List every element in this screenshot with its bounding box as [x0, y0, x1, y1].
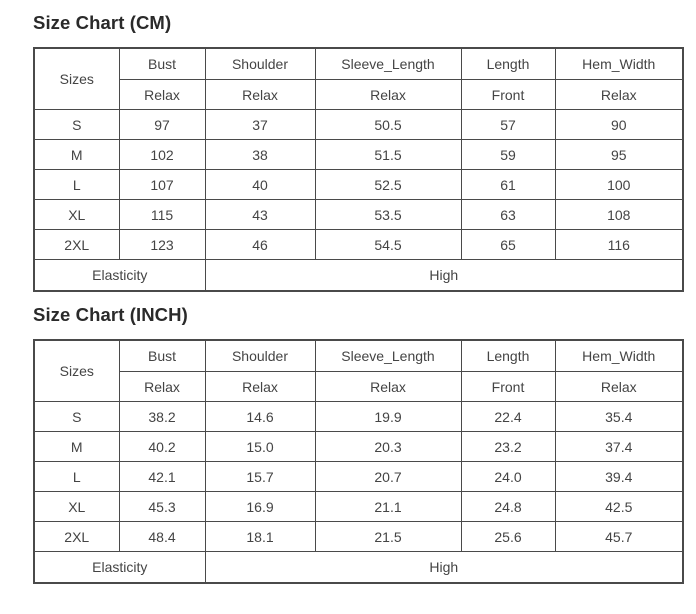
- value-cell: 45.3: [119, 492, 205, 522]
- column-header-length: Length: [461, 48, 555, 80]
- value-cell: 50.5: [315, 110, 461, 140]
- size-cell: 2XL: [34, 230, 119, 260]
- subheader-row: [34, 372, 683, 402]
- value-cell: 45.7: [555, 522, 683, 552]
- column-header-sleeve-length: Sleeve_Length: [315, 340, 461, 372]
- value-cell: 21.5: [315, 522, 461, 552]
- table-row: [34, 432, 683, 462]
- value-cell: 24.0: [461, 462, 555, 492]
- value-cell: 48.4: [119, 522, 205, 552]
- header-row: [34, 48, 683, 80]
- value-cell: 40: [205, 170, 315, 200]
- elasticity-row: [34, 552, 683, 584]
- size-cell: M: [34, 432, 119, 462]
- value-cell: 16.9: [205, 492, 315, 522]
- value-cell: 42.5: [555, 492, 683, 522]
- size-chart-cm-table: [33, 47, 684, 292]
- column-header-shoulder: Shoulder: [205, 48, 315, 80]
- value-cell: 22.4: [461, 402, 555, 432]
- size-cell: L: [34, 462, 119, 492]
- value-cell: 107: [119, 170, 205, 200]
- value-cell: 51.5: [315, 140, 461, 170]
- size-cell: 2XL: [34, 522, 119, 552]
- table-row: [34, 402, 683, 432]
- value-cell: 38.2: [119, 402, 205, 432]
- subheader-hem-width: Relax: [555, 372, 683, 402]
- table-row: [34, 230, 683, 260]
- subheader-sleeve-length: Relax: [315, 80, 461, 110]
- value-cell: 123: [119, 230, 205, 260]
- value-cell: 90: [555, 110, 683, 140]
- value-cell: 59: [461, 140, 555, 170]
- size-cell: M: [34, 140, 119, 170]
- table-row: [34, 200, 683, 230]
- value-cell: 65: [461, 230, 555, 260]
- value-cell: 20.3: [315, 432, 461, 462]
- size-chart-inch-title: Size Chart (INCH): [33, 304, 188, 325]
- value-cell: 43: [205, 200, 315, 230]
- value-cell: 23.2: [461, 432, 555, 462]
- column-header-sleeve-length: Sleeve_Length: [315, 48, 461, 80]
- size-cell: XL: [34, 200, 119, 230]
- subheader-shoulder: Relax: [205, 372, 315, 402]
- elasticity-value: High: [205, 552, 683, 584]
- value-cell: 46: [205, 230, 315, 260]
- column-header-hem-width: Hem_Width: [555, 48, 683, 80]
- elasticity-label: Elasticity: [34, 260, 205, 292]
- value-cell: 20.7: [315, 462, 461, 492]
- table-row: [34, 522, 683, 552]
- subheader-shoulder: Relax: [205, 80, 315, 110]
- column-header-hem-width: Hem_Width: [555, 340, 683, 372]
- value-cell: 95: [555, 140, 683, 170]
- value-cell: 52.5: [315, 170, 461, 200]
- sizes-header: Sizes: [34, 340, 119, 402]
- value-cell: 108: [555, 200, 683, 230]
- header-row: [34, 340, 683, 372]
- size-cell: S: [34, 402, 119, 432]
- value-cell: 42.1: [119, 462, 205, 492]
- subheader-length: Front: [461, 80, 555, 110]
- table-row: [34, 140, 683, 170]
- sizes-header: Sizes: [34, 48, 119, 110]
- value-cell: 61: [461, 170, 555, 200]
- value-cell: 14.6: [205, 402, 315, 432]
- subheader-length: Front: [461, 372, 555, 402]
- size-chart-cm-title: Size Chart (CM): [33, 12, 172, 33]
- column-header-shoulder: Shoulder: [205, 340, 315, 372]
- subheader-bust: Relax: [119, 80, 205, 110]
- value-cell: 102: [119, 140, 205, 170]
- value-cell: 38: [205, 140, 315, 170]
- size-cell: L: [34, 170, 119, 200]
- size-chart-inch-table: [33, 339, 684, 584]
- value-cell: 21.1: [315, 492, 461, 522]
- value-cell: 40.2: [119, 432, 205, 462]
- value-cell: 97: [119, 110, 205, 140]
- elasticity-value: High: [205, 260, 683, 292]
- elasticity-label: Elasticity: [34, 552, 205, 584]
- column-header-bust: Bust: [119, 340, 205, 372]
- subheader-hem-width: Relax: [555, 80, 683, 110]
- value-cell: 37: [205, 110, 315, 140]
- table-row: [34, 462, 683, 492]
- size-cell: XL: [34, 492, 119, 522]
- value-cell: 53.5: [315, 200, 461, 230]
- value-cell: 100: [555, 170, 683, 200]
- value-cell: 57: [461, 110, 555, 140]
- elasticity-row: [34, 260, 683, 292]
- table-row: [34, 110, 683, 140]
- value-cell: 25.6: [461, 522, 555, 552]
- table-row: [34, 492, 683, 522]
- size-cell: S: [34, 110, 119, 140]
- value-cell: 18.1: [205, 522, 315, 552]
- value-cell: 15.7: [205, 462, 315, 492]
- subheader-row: [34, 80, 683, 110]
- value-cell: 37.4: [555, 432, 683, 462]
- value-cell: 54.5: [315, 230, 461, 260]
- column-header-length: Length: [461, 340, 555, 372]
- table-row: [34, 170, 683, 200]
- value-cell: 15.0: [205, 432, 315, 462]
- value-cell: 115: [119, 200, 205, 230]
- column-header-bust: Bust: [119, 48, 205, 80]
- subheader-bust: Relax: [119, 372, 205, 402]
- value-cell: 24.8: [461, 492, 555, 522]
- subheader-sleeve-length: Relax: [315, 372, 461, 402]
- value-cell: 39.4: [555, 462, 683, 492]
- value-cell: 63: [461, 200, 555, 230]
- value-cell: 116: [555, 230, 683, 260]
- value-cell: 35.4: [555, 402, 683, 432]
- value-cell: 19.9: [315, 402, 461, 432]
